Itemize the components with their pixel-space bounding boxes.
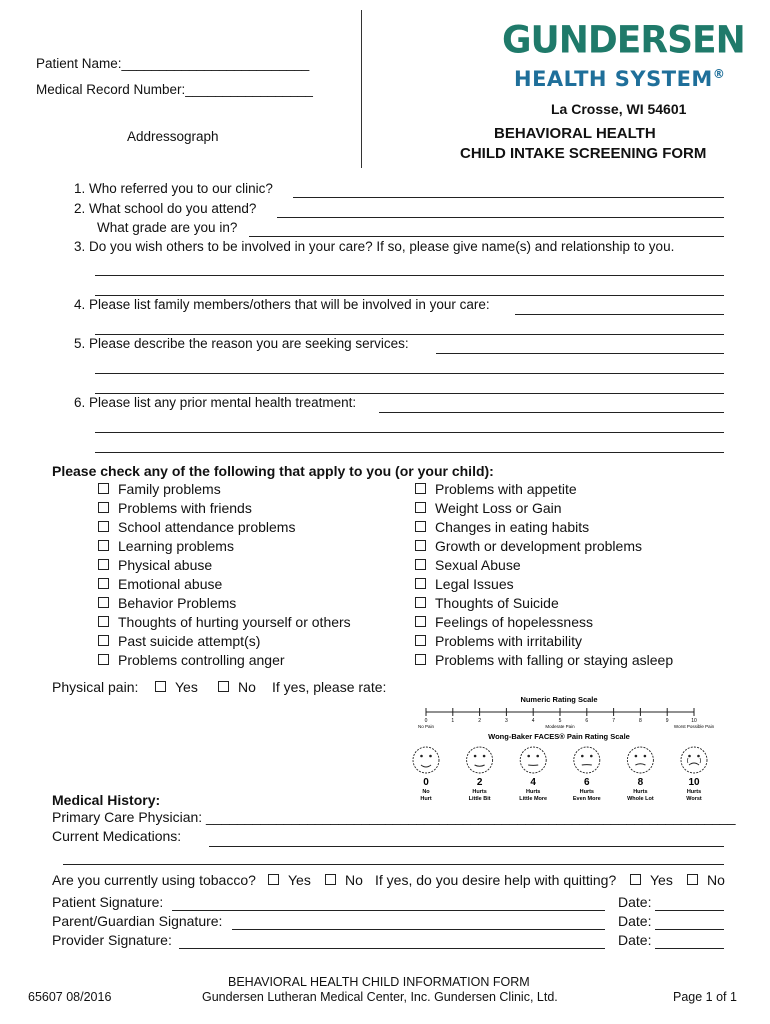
checkbox[interactable] (98, 521, 109, 532)
checkbox[interactable] (98, 502, 109, 513)
face-label: Even More (572, 796, 601, 802)
checkbox[interactable] (415, 521, 426, 532)
form-title-line1: BEHAVIORAL HEALTH (494, 125, 656, 142)
check-sleep[interactable] (415, 652, 673, 668)
numeric-tick-label: 0 (424, 718, 428, 724)
question-3: 3. Do you wish others to be involved in your care? If so, please give name(s) and relationship to you. (74, 239, 675, 254)
check-problems-with-friends[interactable] (98, 500, 252, 516)
numeric-tick-label: 6 (585, 718, 589, 724)
medical-record-number-field[interactable]: Medical Record Number:_________________ (36, 82, 313, 97)
checkbox[interactable] (268, 874, 279, 885)
check-sexual-abuse[interactable] (415, 557, 521, 573)
check-appetite[interactable] (415, 481, 577, 497)
check-school-attendance[interactable] (98, 519, 295, 535)
face-value: 0 (423, 777, 429, 788)
answer-line-6b[interactable] (95, 432, 724, 433)
tobacco-yes-label: Yes (288, 872, 311, 888)
numeric-tick-label: 1 (451, 718, 455, 724)
guardian-date-label: Date: (618, 913, 652, 929)
form-number: 65607 08/2016 (28, 990, 112, 1004)
check-thoughts-suicide[interactable] (415, 595, 559, 611)
logo-health-system-text: HEALTH SYSTEM (514, 67, 713, 91)
tobacco-question: Are you currently using tobacco? (52, 872, 256, 888)
guardian-date-line[interactable] (655, 929, 724, 930)
face-label: Little More (519, 796, 548, 802)
checkbox[interactable] (218, 681, 229, 692)
question-1: 1. Who referred you to our clinic? (74, 181, 273, 196)
checklist-heading: Please check any of the following that apply to you (or your child): (52, 463, 494, 479)
checkbox[interactable] (415, 578, 426, 589)
logo-gundersen: GUNDERSEN (502, 18, 745, 63)
check-label: Legal Issues (435, 576, 514, 592)
check-label: Sexual Abuse (435, 557, 521, 573)
form-title-line2: CHILD INTAKE SCREENING FORM (460, 145, 707, 162)
check-label: Problems controlling anger (118, 652, 285, 668)
patient-signature-line[interactable] (172, 910, 605, 911)
check-label: Thoughts of Suicide (435, 595, 559, 611)
patient-name-field[interactable]: Patient Name:_________________________ (36, 56, 310, 71)
medications-line-a[interactable] (209, 846, 724, 847)
check-label: Behavior Problems (118, 595, 237, 611)
checkbox[interactable] (415, 654, 426, 665)
face-label: Worst (686, 796, 702, 802)
checkbox[interactable] (98, 635, 109, 646)
checkbox[interactable] (155, 681, 166, 692)
check-legal-issues[interactable] (415, 576, 514, 592)
question-4: 4. Please list family members/others that will be involved in your care: (74, 297, 490, 312)
answer-line-5b[interactable] (95, 373, 724, 374)
check-label: Past suicide attempt(s) (118, 633, 261, 649)
check-label: Weight Loss or Gain (435, 500, 562, 516)
check-eating-habits[interactable] (415, 519, 589, 535)
numeric-ticks (425, 708, 697, 724)
provider-date-line[interactable] (655, 948, 724, 949)
checkbox[interactable] (98, 483, 109, 494)
answer-line-6a[interactable] (379, 412, 724, 413)
checkbox[interactable] (687, 874, 698, 885)
checkbox[interactable] (98, 578, 109, 589)
check-label: Problems with friends (118, 500, 252, 516)
numeric-tick-label: 7 (612, 718, 615, 724)
pain-face-icon (520, 747, 546, 773)
check-label: Physical abuse (118, 557, 213, 573)
pain-face-icon (627, 747, 653, 773)
pain-face-icon (681, 747, 707, 773)
face-value: 6 (584, 777, 590, 788)
check-label: Family problems (118, 481, 221, 497)
physical-pain-label: Physical pain: (52, 679, 139, 695)
numeric-tick-label: 4 (531, 718, 535, 724)
faces-row (413, 747, 707, 802)
answer-line-2b[interactable] (249, 236, 724, 237)
answer-line-1[interactable] (293, 197, 724, 198)
header-divider (361, 10, 362, 168)
checkbox[interactable] (415, 597, 426, 608)
numeric-sub-worst: Worst Possible Pain (673, 724, 715, 729)
check-label: Growth or development problems (435, 538, 642, 554)
answer-line-4b[interactable] (95, 334, 724, 335)
checkbox[interactable] (415, 635, 426, 646)
numeric-tick-label: 2 (478, 718, 481, 724)
answer-line-5c[interactable] (95, 393, 724, 394)
question-2b: What grade are you in? (97, 220, 238, 235)
checkbox[interactable] (415, 502, 426, 513)
checkbox[interactable] (415, 616, 426, 627)
checkbox[interactable] (98, 540, 109, 551)
pain-yes-label: Yes (175, 679, 198, 695)
checkbox[interactable] (98, 559, 109, 570)
quit-help-question: If yes, do you desire help with quitting? (375, 872, 617, 888)
provider-signature-label: Provider Signature: (52, 932, 172, 948)
patient-date-line[interactable] (655, 910, 724, 911)
numeric-sub-moderate: Moderate Pain (545, 724, 575, 729)
check-learning-problems[interactable] (98, 538, 234, 554)
checkbox[interactable] (630, 874, 641, 885)
check-label: Problems with appetite (435, 481, 577, 497)
pain-no-label: No (238, 679, 256, 695)
question-2: 2. What school do you attend? (74, 201, 257, 216)
numeric-sub-no-pain: No Pain (417, 724, 435, 729)
medications-line-b[interactable] (63, 864, 724, 865)
faces-scale-title: Wong-Baker FACES® Pain Rating Scale (488, 732, 630, 741)
answer-line-3a[interactable] (95, 275, 724, 276)
check-label: Problems with irritability (435, 633, 583, 649)
numeric-tick-label: 10 (691, 718, 697, 724)
primary-care-physician-field[interactable]: Primary Care Physician: ____________________________________________________________________ (52, 809, 736, 825)
check-emotional-abuse[interactable] (98, 576, 222, 592)
check-label: Changes in eating habits (435, 519, 590, 535)
face-label: Hurts (526, 789, 541, 795)
quit-no-option[interactable] (687, 872, 725, 888)
face-value: 4 (530, 777, 536, 788)
page-number: Page 1 of 1 (673, 990, 737, 1004)
footer-form-name: BEHAVIORAL HEALTH CHILD INFORMATION FORM (228, 975, 530, 989)
numeric-tick-label: 3 (505, 718, 508, 724)
checkbox[interactable] (98, 597, 109, 608)
quit-yes-option[interactable] (630, 872, 673, 888)
pain-face-icon (574, 747, 600, 773)
checkbox[interactable] (325, 874, 336, 885)
check-weight[interactable] (415, 500, 562, 516)
numeric-tick-label: 9 (665, 718, 669, 724)
answer-line-6c[interactable] (95, 452, 724, 453)
face-label: Hurts (633, 789, 648, 795)
checkbox[interactable] (98, 654, 109, 665)
check-physical-abuse[interactable] (98, 557, 212, 573)
footer-organization: Gundersen Lutheran Medical Center, Inc. Gundersen Clinic, Ltd. (202, 990, 558, 1004)
pain-yes-option[interactable] (155, 679, 198, 695)
check-controlling-anger[interactable] (98, 652, 285, 668)
check-hopelessness[interactable] (415, 614, 593, 630)
face-value: 10 (688, 777, 700, 788)
pain-no-option[interactable] (218, 679, 256, 695)
face-label: Hurts (579, 789, 594, 795)
patient-signature-label: Patient Signature: (52, 894, 164, 910)
check-growth[interactable] (415, 538, 642, 554)
face-label: Hurts (472, 789, 487, 795)
numeric-scale-title: Numeric Rating Scale (520, 695, 598, 704)
check-family-problems[interactable] (98, 481, 221, 497)
pain-face-icon (467, 747, 493, 773)
answer-line-2[interactable] (277, 217, 724, 218)
answer-line-3b[interactable] (95, 295, 724, 296)
check-label: School attendance problems (118, 519, 296, 535)
face-label: Little Bit (468, 796, 491, 802)
face-label: No (422, 789, 430, 795)
current-medications-label: Current Medications: (52, 828, 182, 844)
checkbox[interactable] (98, 616, 109, 627)
pain-rate-label: If yes, please rate: (272, 679, 387, 695)
check-label: Thoughts of hurting yourself or others (118, 614, 351, 630)
location: La Crosse, WI 54601 (551, 101, 687, 117)
pain-face-icon (413, 747, 439, 773)
answer-line-5a[interactable] (436, 353, 724, 354)
numeric-tick-label: 8 (639, 718, 642, 724)
check-past-suicide-attempt[interactable] (98, 633, 260, 649)
registered-mark: ® (712, 67, 726, 81)
pain-rating-scale (398, 692, 720, 804)
check-behavior-problems[interactable] (98, 595, 236, 611)
question-6: 6. Please list any prior mental health treatment: (74, 395, 357, 410)
face-value: 2 (476, 777, 483, 788)
question-5: 5. Please describe the reason you are seeking services: (74, 336, 409, 351)
numeric-tick-label: 5 (558, 718, 562, 724)
checkbox[interactable] (415, 559, 426, 570)
face-value: 8 (637, 777, 644, 788)
tobacco-no-option[interactable] (325, 872, 363, 888)
logo-health-system (514, 67, 725, 91)
provider-date-label: Date: (618, 932, 652, 948)
tobacco-no-label: No (345, 872, 363, 888)
check-label: Emotional abuse (118, 576, 223, 592)
check-thoughts-hurting[interactable] (98, 614, 351, 630)
addressograph-label: Addressograph (127, 129, 219, 144)
face-label: Hurts (686, 789, 702, 795)
guardian-signature-line[interactable] (232, 929, 605, 930)
check-label: Feelings of hopelessness (435, 614, 593, 630)
check-label: Learning problems (118, 538, 234, 554)
guardian-signature-label: Parent/Guardian Signature: (52, 913, 223, 929)
check-irritability[interactable] (415, 633, 582, 649)
quit-yes-label: Yes (650, 872, 673, 888)
medical-history-heading: Medical History: (52, 792, 161, 808)
quit-no-label: No (707, 872, 725, 888)
checkbox[interactable] (415, 540, 426, 551)
tobacco-yes-option[interactable] (268, 872, 311, 888)
provider-signature-line[interactable] (179, 948, 605, 949)
patient-date-label: Date: (618, 894, 652, 910)
check-label: Problems with falling or staying asleep (435, 652, 674, 668)
answer-line-4a[interactable] (515, 314, 724, 315)
checkbox[interactable] (415, 483, 426, 494)
face-label: Hurt (420, 796, 432, 802)
face-label: Whole Lot (627, 796, 654, 802)
